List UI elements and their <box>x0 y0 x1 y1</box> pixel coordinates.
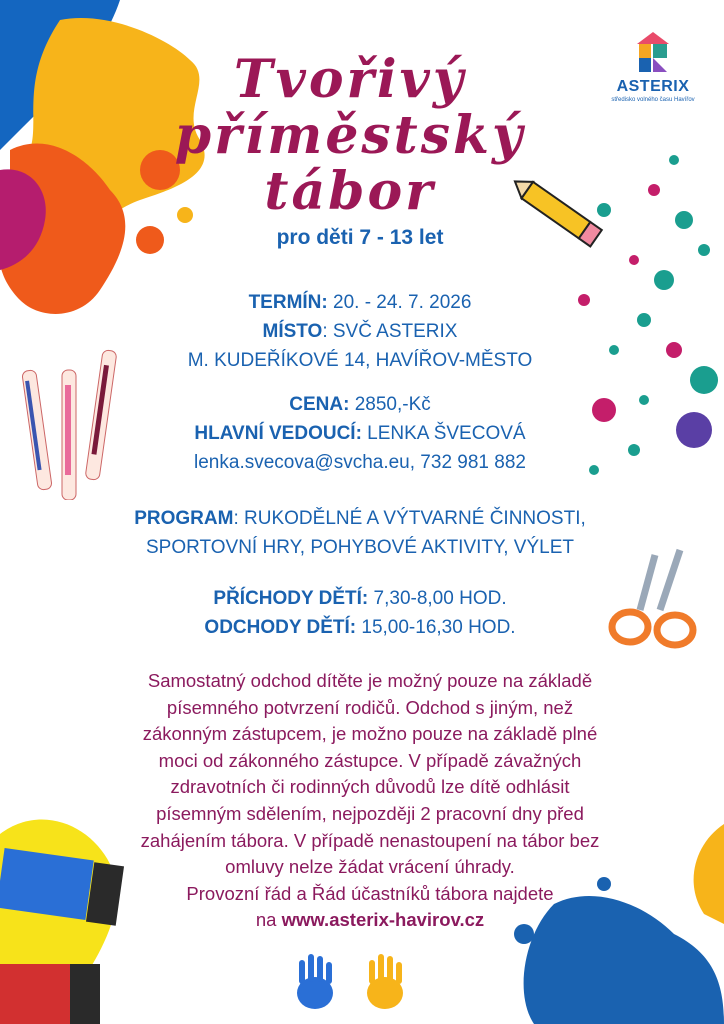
program-label: PROGRAM <box>134 508 234 529</box>
program-block <box>90 504 630 562</box>
notice-line: písemným sdělením, nejpozději 2 pracovní dny před <box>156 802 584 824</box>
odchody-line <box>90 613 630 642</box>
url-prefix: na <box>255 909 282 931</box>
notice-paragraph <box>60 668 680 934</box>
price-leader-block <box>90 390 630 477</box>
page-title <box>140 49 560 222</box>
program-line <box>90 504 630 533</box>
notice-url-line <box>60 907 680 934</box>
title-line-3: tábor <box>264 161 436 222</box>
odchody-label: ODCHODY DĚTÍ: <box>204 617 357 638</box>
termin-label: TERMÍN: <box>248 292 328 313</box>
vedouci-line <box>90 419 630 448</box>
program-value: : RUKODĚLNÉ A VÝTVARNÉ ČINNOSTI, <box>233 508 586 529</box>
termin-value: 20. - 24. 7. 2026 <box>327 292 472 313</box>
notice-line: písemného potvrzení rodičů. Odchod s jiným, než <box>166 696 574 718</box>
notice-line: Provozní řád a Řád účastníků tábora najdete <box>186 882 554 904</box>
misto-value: : SVČ ASTERIX <box>322 321 458 342</box>
contact-line: lenka.svecova@svcha.eu, 732 981 882 <box>194 452 526 473</box>
notice-line: zahájením tábora. V případě nenastoupení na tábor bez <box>140 829 600 851</box>
logo-tagline: středisko volného času Havířov <box>611 97 695 103</box>
misto-label: MÍSTO <box>262 321 323 342</box>
program-line-2: SPORTOVNÍ HRY, POHYBOVÉ AKTIVITY, VÝLET <box>145 537 574 558</box>
notice-line: zákonným zástupcem, je možno pouze na základě plné <box>142 723 598 745</box>
notice-line: Samostatný odchod dítěte je možný pouze na základě <box>147 670 593 691</box>
prichody-label: PŘÍCHODY DĚTÍ: <box>213 588 369 609</box>
cena-value: 2850,-Kč <box>349 394 431 415</box>
handprints-icon <box>285 948 425 1018</box>
cena-line <box>90 390 630 419</box>
logo-mark-icon <box>633 30 673 74</box>
vedouci-value: LENKA ŠVECOVÁ <box>361 423 526 444</box>
termin-line <box>90 288 630 317</box>
notice-line: omluvy nelze žádat vrácení úhrady. <box>225 856 515 878</box>
prichody-value: 7,30-8,00 HOD. <box>368 588 507 609</box>
notice-line: moci od zákonného zástupce. V případě závažných <box>158 749 582 771</box>
logo-name: ASTERIX <box>616 78 690 95</box>
term-place-block <box>90 288 630 375</box>
odchody-value: 15,00-16,30 HOD. <box>356 617 516 638</box>
misto-line <box>90 317 630 346</box>
website-link[interactable]: www.asterix-havirov.cz <box>281 909 485 931</box>
cena-label: CENA: <box>289 394 350 415</box>
asterix-logo <box>606 30 700 103</box>
title-line-2: příměstský <box>174 105 526 166</box>
prichody-line <box>90 584 630 613</box>
times-block <box>90 584 630 642</box>
address-line: M. KUDEŘÍKOVÉ 14, HAVÍŘOV-MĚSTO <box>187 350 533 371</box>
age-subtitle: pro děti 7 - 13 let <box>276 226 444 249</box>
vedouci-label: HLAVNÍ VEDOUCÍ: <box>194 423 362 444</box>
title-line-1: Tvořivý <box>233 49 467 110</box>
notice-line: zdravotních či rodinných důvodů lze dítě odhlásit <box>170 776 570 798</box>
